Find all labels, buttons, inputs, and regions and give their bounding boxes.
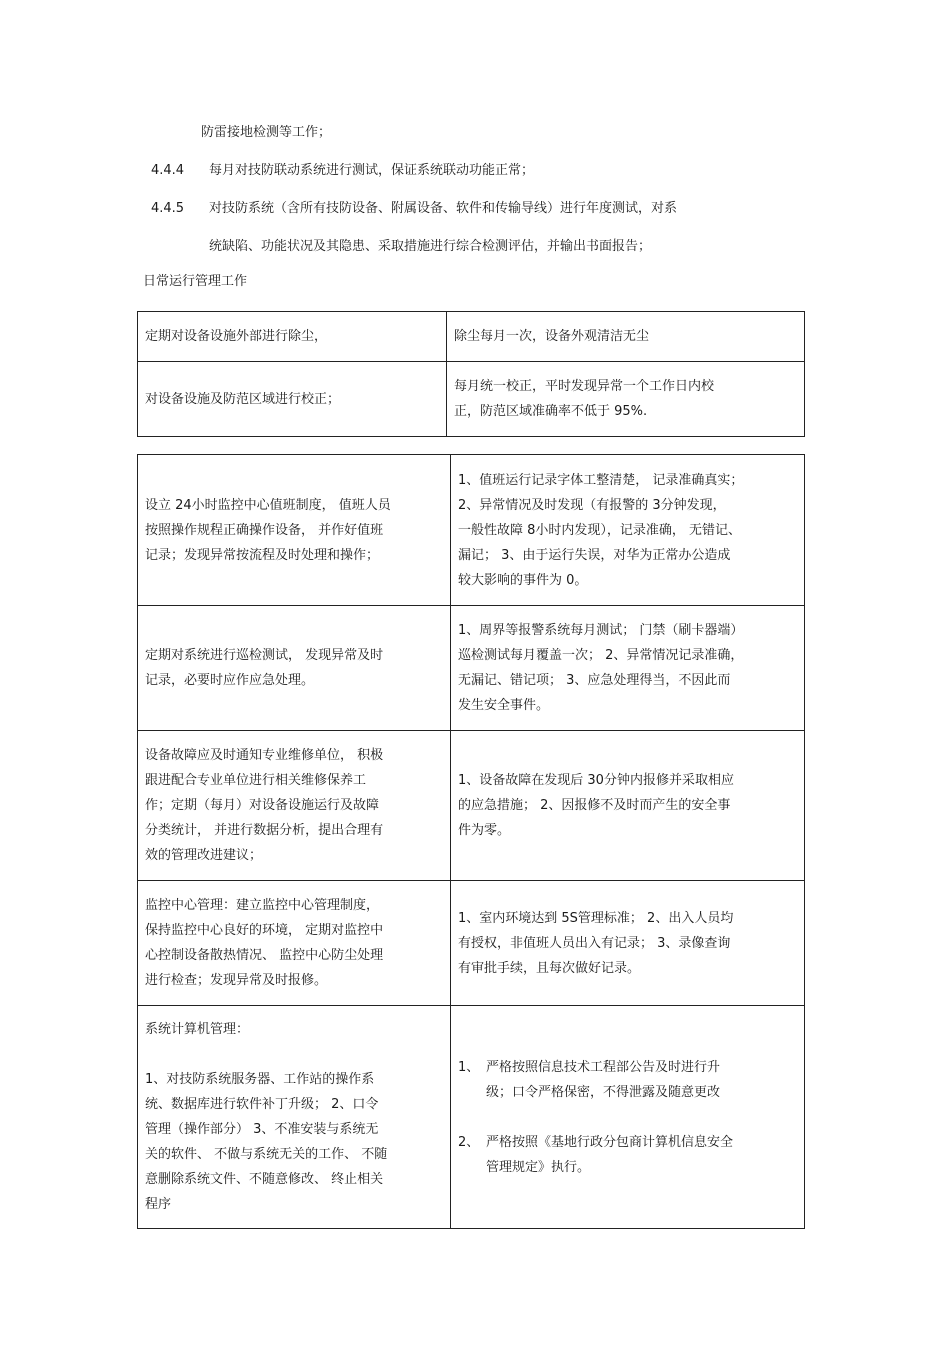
task-cell: 设备故障应及时通知专业维修单位， 积极 跟进配合专业单位进行相关维修保养工 作；定期（每月）对设备设施运行及故障 分类统计， 并进行数据分析，提出合理有 效的管理改进建议；	[138, 731, 451, 881]
spacer	[458, 1105, 797, 1130]
item-text-line1: 对技防系统（含所有技防设备、附属设备、软件和传输导线）进行年度测试，对系	[209, 201, 678, 216]
table-row	[138, 606, 805, 731]
task-cell: 对设备设施及防范区域进行校正；	[138, 362, 447, 437]
standard-cell: 1、 严格按照信息技术工程部公告及时进行升 级；口令严格保密，不得泄露及随意更改 2、 严格按照《基地行政分包商计算机信息安全 管理规定》执行。	[451, 1006, 805, 1229]
standard-cell: 每月统一校正，平时发现异常一个工作日内校 正，防范区域准确率不低于 95%.	[447, 362, 805, 437]
task-cell: 监控中心管理：建立监控中心管理制度， 保持监控中心良好的环境， 定期对监控中 心控制设备散热情况、 监控中心防尘处理 进行检查；发现异常及时报修。	[138, 881, 451, 1006]
section-title: 日常运行管理工作	[143, 274, 248, 289]
table-row	[138, 881, 805, 1006]
table-operations	[137, 454, 805, 1229]
spacer	[145, 1042, 443, 1067]
item-4-4-4	[151, 162, 534, 180]
table-row	[138, 1006, 805, 1229]
standard-cell: 1、设备故障在发现后 30分钟内报修并采取相应 的应急措施； 2、因报修不及时而产生的安全事 件为零。	[451, 731, 805, 881]
table-row	[138, 455, 805, 606]
item-number: 4.4.5	[151, 201, 185, 216]
standard-cell: 1、值班运行记录字体工整清楚， 记录准确真实； 2、异常情况及时发现（有报警的 3分钟发现， 一般性故障 8小时内发现），记录准确， 无错记、 漏记； 3、由于运行失误，对华为正常办公造成 较大影响的事件为 0。	[451, 455, 805, 606]
table-row	[138, 731, 805, 881]
table-row	[138, 362, 805, 437]
standard-cell: 1、周界等报警系统每月测试； 门禁（刷卡器端） 巡检测试每月覆盖一次； 2、异常情况记录准确， 无漏记、错记项； 3、应急处理得当，不因此而 发生安全事件。	[451, 606, 805, 731]
task-cell: 系统计算机管理： 1、对技防系统服务器、工作站的操作系 统、数据库进行软件补丁升级； 2、口令 管理（操作部分） 3、不准安装与系统无 关的软件、 不做与系统无关的工作、 不随 意删除系统文件、不随意修改、 终止相关 程序	[138, 1006, 451, 1229]
standard-cell: 1、室内环境达到 5S管理标准； 2、出入人员均 有授权，非值班人员出入有记录； 3、录像查询 有审批手续，且每次做好记录。	[451, 881, 805, 1006]
item-text-line2: 统缺陷、功能状况及其隐患、采取措施进行综合检测评估，并输出书面报告；	[209, 239, 652, 254]
requirement-1: 1、 严格按照信息技术工程部公告及时进行升	[458, 1059, 721, 1075]
item-text: 每月对技防联动系统进行测试，保证系统联动功能正常；	[209, 163, 535, 178]
task-cell: 定期对设备设施外部进行除尘，	[138, 312, 447, 362]
item-4-4-5	[151, 200, 677, 218]
standard-cell: 除尘每月一次，设备外观清洁无尘	[447, 312, 805, 362]
requirement-2: 2、 严格按照《基地行政分包商计算机信息安全	[458, 1134, 734, 1150]
task-cell: 设立 24小时监控中心值班制度， 值班人员 按照操作规程正确操作设备， 并作好值班 记录；发现异常按流程及时处理和操作；	[138, 455, 451, 606]
table-routine-maintenance	[137, 311, 805, 437]
task-cell: 定期对系统进行巡检测试， 发现异常及时 记录，必要时应作应急处理。	[138, 606, 451, 731]
table-row	[138, 312, 805, 362]
item-number: 4.4.4	[151, 163, 185, 178]
continuation-line: 防雷接地检测等工作；	[201, 125, 332, 140]
